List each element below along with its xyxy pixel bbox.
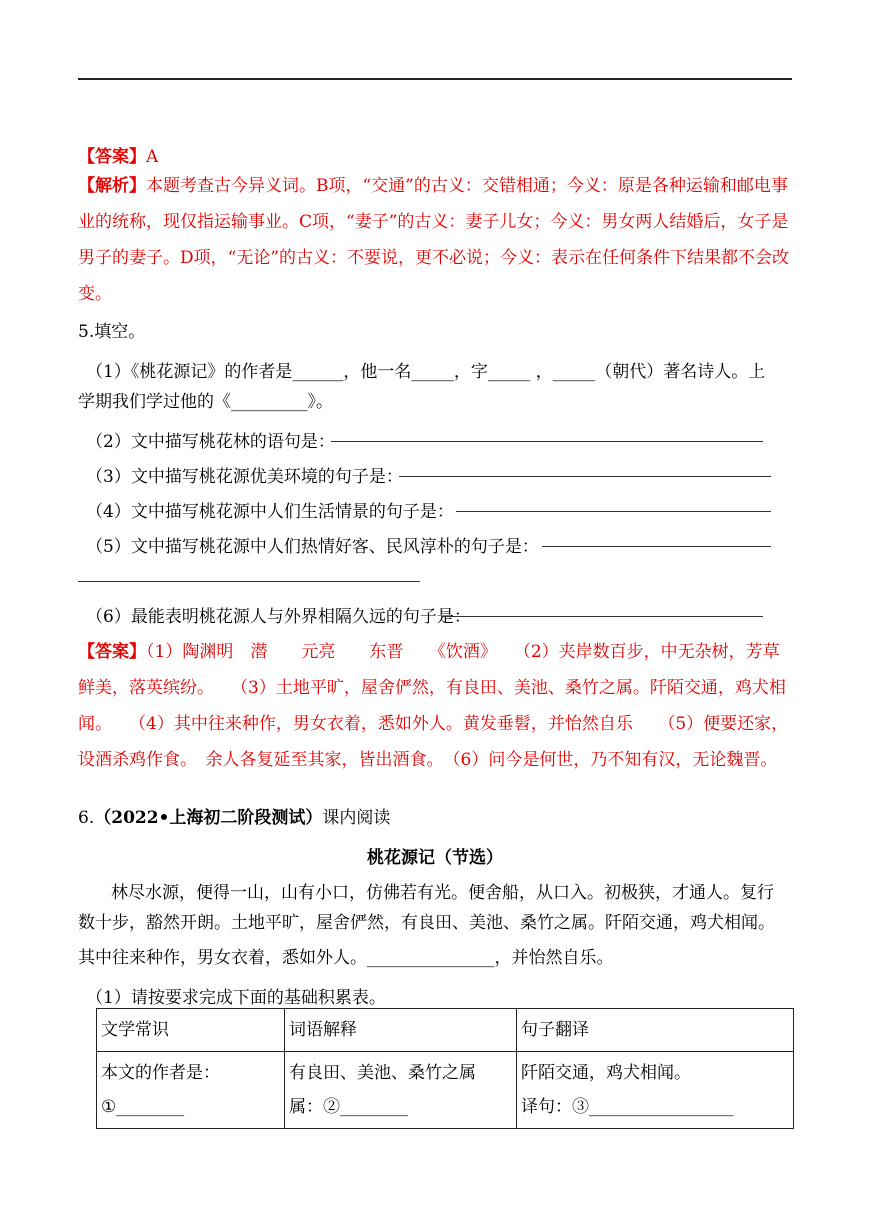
passage-line: 数十步，豁然开朗。土地平旷，屋舍俨然，有良田、美池、桑竹之属。阡陌交通，鸡犬相闻。 xyxy=(78,913,775,933)
question-5-title: 5.填空。 xyxy=(78,322,146,342)
table-header-cell: 词语解释 xyxy=(285,1009,517,1052)
answer-tag: 【答案】 xyxy=(78,642,146,662)
answer-4 xyxy=(78,147,158,167)
blank-line xyxy=(441,616,763,617)
question-5-item-5: （5）文中描写桃花源中人们热情好客、民风淳朴的句子是： xyxy=(86,537,539,557)
answer-text: （1）陶渊明 潜 元亮 东晋 《饮酒》 （2）夹岸数百步，中无杂树，芳草鲜美，落英缤纷。 （3）土地平旷，屋舍俨然，有良田、美池、桑竹之属。阡陌交通，鸡犬相闻。 （4）其中往来种作，男女衣着，悉如外人。黄发垂髫，并怡然自乐 （5）便要还家，设酒杀鸡作食。 余人各复延至其家，皆出酒食。 （6）问今是何世，乃不知有汉，无论魏晋。 xyxy=(78,642,789,770)
analysis-text: 本题考查古今异义词。B项，“交通”的古义：交错相通；今义：原是各种运输和邮电事业的统称，现仅指运输事业。C项，“妻子”的古义：妻子儿女；今义：男女两人结婚后，女子是男子的妻子。D项，“无论”的古义：不要说，更不必说；今义：表示在任何条件下结果都不会改变。 xyxy=(78,176,790,304)
table-header-row xyxy=(97,1009,794,1052)
cell-line: 阡陌交通，鸡犬相闻。 xyxy=(521,1063,691,1083)
table-row xyxy=(97,1052,794,1129)
question-5-item-1-cont: 学期我们学过他的《_________》。 xyxy=(78,392,333,412)
subquestion-1: （1）请按要求完成下面的基础积累表。 xyxy=(86,988,386,1008)
header-rule xyxy=(78,78,792,80)
question-5-item-1: （1）《桃花源记》的作者是______，他一名_____，字_____ ，_____（朝代）著名诗人。上 xyxy=(86,362,766,382)
blank-line xyxy=(399,476,771,477)
table-cell xyxy=(97,1052,285,1129)
answer-5 xyxy=(78,634,792,778)
question-5-item-2: （2）文中描写桃花林的语句是： xyxy=(86,432,335,452)
blank-line xyxy=(456,511,771,512)
table-cell xyxy=(285,1052,517,1129)
cell-blank[interactable]: 译句：③_________________ xyxy=(521,1097,734,1117)
question-6-number: 6. xyxy=(78,808,95,828)
passage-line: 其中往来种作，男女衣着，悉如外人。_______________，并怡然自乐。 xyxy=(78,948,614,968)
passage-line: 林尽水源，便得一山，山有小口，仿佛若有光。便舍船，从口入。初极狭，才通人。复行 xyxy=(111,883,774,903)
blank-line xyxy=(542,546,771,547)
cell-line: 本文的作者是： xyxy=(101,1063,220,1083)
answer-value: A xyxy=(146,147,159,167)
question-5-item-3: （3）文中描写桃花源优美环境的句子是： xyxy=(86,467,403,487)
cell-line: 有良田、美池、桑竹之属 xyxy=(289,1063,476,1083)
cell-blank[interactable]: 属：②________ xyxy=(289,1097,408,1117)
analysis-tag: 【解析】 xyxy=(78,176,146,196)
question-5-item-6: （6）最能表明桃花源人与外界相隔久远的句子是： xyxy=(86,607,471,627)
table-header-cell: 文学常识 xyxy=(97,1009,285,1052)
answer-tag: 【答案】 xyxy=(78,147,146,167)
question-6-title-suffix: 课内阅读 xyxy=(322,808,391,828)
cell-blank[interactable]: ①________ xyxy=(101,1097,185,1117)
table-cell xyxy=(517,1052,794,1129)
blank-line xyxy=(78,581,420,582)
blank-line xyxy=(331,441,763,442)
question-6-title xyxy=(78,808,390,828)
question-5-item-4: （4）文中描写桃花源中人们生活情景的句子是： xyxy=(86,502,454,522)
analysis-4 xyxy=(78,168,792,312)
passage-title: 桃花源记（节选） xyxy=(367,848,503,868)
table-header-cell: 句子翻译 xyxy=(517,1009,794,1052)
question-6-source: （2022•上海初二阶段测试） xyxy=(94,808,323,828)
accumulation-table xyxy=(96,1008,794,1129)
